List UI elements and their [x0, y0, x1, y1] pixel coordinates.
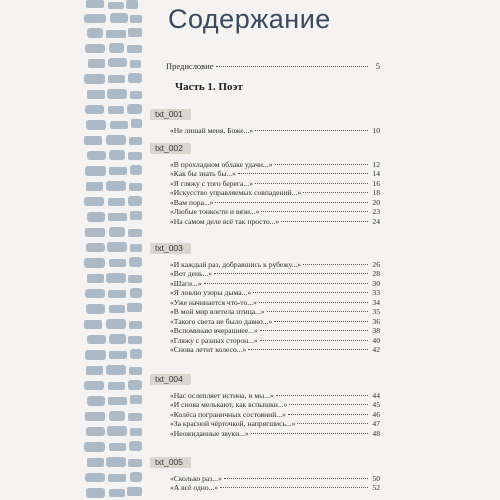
toc-entry-label: «Снова летит колесо...»: [170, 344, 247, 354]
toc-entry-label: «Вам пора...»: [170, 197, 214, 207]
toc-entry[interactable]: [170, 279, 380, 288]
toc-section: [150, 138, 380, 226]
entry-list: [170, 160, 380, 226]
toc-entry-page: 46: [372, 409, 380, 419]
leader-dots: [253, 292, 368, 293]
toc-entry-label: «Я ловлю узоры дыма...»: [170, 288, 252, 298]
leader-dots: [214, 273, 368, 274]
toc-entry[interactable]: [170, 126, 380, 135]
section-tag: txt_005: [150, 457, 191, 468]
toc-entry[interactable]: [170, 400, 380, 409]
leader-dots: [216, 66, 368, 67]
section-tag: txt_001: [150, 109, 191, 120]
toc-section: [150, 452, 380, 493]
part-title: Часть 1. Поэт: [175, 81, 243, 93]
toc-entry-page: 24: [372, 216, 380, 226]
leader-dots: [289, 404, 368, 405]
section-tag: txt_003: [150, 243, 191, 254]
toc-entry-page: 5: [375, 61, 380, 71]
toc-entry[interactable]: [170, 429, 380, 438]
entry-list: [170, 391, 380, 438]
toc-entry[interactable]: [170, 483, 380, 492]
leader-dots: [275, 164, 369, 165]
toc-entry-page: 42: [372, 344, 380, 354]
toc-entry[interactable]: [170, 260, 380, 269]
section-tag: txt_004: [150, 374, 191, 385]
toc-entry-label: «Шаги...»: [170, 278, 202, 288]
toc-entry[interactable]: [170, 307, 380, 316]
toc-entry-label: «Колёса пограничных состояний...»: [170, 409, 286, 419]
toc-entry-label: «На самом деле всё так просто...»: [170, 216, 280, 226]
section-tag: txt_002: [150, 143, 191, 154]
toc-entry[interactable]: [170, 198, 380, 207]
toc-entry[interactable]: [170, 217, 380, 226]
toc-entry-page: 12: [372, 160, 380, 169]
leader-dots: [255, 183, 368, 184]
toc-entry-label: «Неожиданные звуки...»: [170, 428, 249, 438]
toc-entry-page: 47: [372, 419, 380, 429]
leader-dots: [303, 264, 368, 265]
toc-entry[interactable]: [170, 179, 380, 188]
leader-dots: [224, 478, 368, 479]
leader-dots: [276, 395, 368, 396]
toc-entry-page: 20: [372, 197, 380, 207]
toc-section: [150, 104, 380, 135]
toc-entry-label: «Нас ослепляет истина, и мы...»: [170, 391, 274, 400]
leader-dots: [259, 302, 368, 303]
toc-entry-label: «В мой мир влетела птица...»: [170, 307, 265, 317]
toc-entry-page: 50: [372, 474, 380, 483]
leader-dots: [255, 130, 368, 131]
toc-entry-label: «Вспоминаю вчерашнее...»: [170, 326, 258, 336]
leader-dots: [303, 192, 368, 193]
toc-section: [150, 238, 380, 354]
toc-entry-page: 30: [372, 278, 380, 288]
toc-entry[interactable]: [170, 160, 380, 169]
toc-entry-page: 44: [372, 391, 380, 400]
toc-entry[interactable]: [170, 188, 380, 197]
leader-dots: [261, 211, 368, 212]
toc-entry-label: «И снова мелькают, как вспышки...»: [170, 400, 288, 410]
toc-entry-label: «Любые тонкости и вязи...»: [170, 207, 260, 217]
toc-entry-label: «Такого света не было давно...»: [170, 316, 273, 326]
toc-entry[interactable]: [170, 326, 380, 335]
leader-dots: [281, 221, 368, 222]
toc-entry-page: 28: [372, 269, 380, 279]
toc-entry[interactable]: [170, 269, 380, 278]
toc-entry-page: 23: [372, 207, 380, 217]
page-title: Содержание: [168, 4, 331, 34]
leader-dots: [220, 487, 368, 488]
toc-entry-page: 16: [372, 178, 380, 188]
toc-entry-page: 35: [372, 307, 380, 317]
toc-entry[interactable]: [170, 169, 380, 178]
toc-entry-label: «Искусство управляемых совпадений...»: [170, 188, 302, 198]
toc-entry[interactable]: [170, 345, 380, 354]
toc-entry-page: 14: [372, 169, 380, 179]
toc-entry-label: Предисловие: [166, 61, 214, 71]
toc-entry-page: 48: [372, 428, 380, 438]
leader-dots: [215, 202, 368, 203]
leader-dots: [260, 340, 368, 341]
toc-entry-preface[interactable]: [166, 61, 380, 71]
toc-entry-page: 10: [372, 126, 380, 135]
toc-entry-label: «Вот день...»: [170, 269, 213, 279]
leader-dots: [248, 349, 368, 350]
toc-entry[interactable]: [170, 419, 380, 428]
leader-dots: [267, 311, 368, 312]
toc-entry-page: 26: [372, 260, 380, 269]
toc-entry[interactable]: [170, 298, 380, 307]
entry-list: [170, 474, 380, 493]
leader-dots: [204, 283, 369, 284]
toc-entry-page: 40: [372, 335, 380, 345]
leader-dots: [297, 423, 368, 424]
toc-entry-page: 45: [372, 400, 380, 410]
toc-entry-page: 18: [372, 188, 380, 198]
leader-dots: [238, 173, 368, 174]
leader-dots: [260, 330, 368, 331]
toc-entry-label: «В прохладном облаке удачи...»: [170, 160, 273, 169]
toc-entry-label: «Сколько раз...»: [170, 474, 222, 483]
toc-entry-page: 36: [372, 316, 380, 326]
toc-entry-page: 34: [372, 297, 380, 307]
toc-entry-label: «Гляжу с разных сторон...»: [170, 335, 258, 345]
entry-list: [170, 260, 380, 354]
toc-entry[interactable]: [170, 317, 380, 326]
toc-entry[interactable]: [170, 391, 380, 400]
toc-entry[interactable]: [170, 410, 380, 419]
toc-entry[interactable]: [170, 207, 380, 216]
leader-dots: [251, 433, 368, 434]
toc-entry[interactable]: [170, 288, 380, 297]
toc-entry-label: «За красной чёрточкой, напрягшись...»: [170, 419, 296, 429]
leader-dots: [274, 321, 368, 322]
toc-entry-label: «Как бы знать бы...»: [170, 169, 236, 179]
entry-list: [170, 126, 380, 135]
toc-entry-label: «Я гляжу с того берега...»: [170, 178, 253, 188]
toc-entry[interactable]: [170, 474, 380, 483]
toc-entry-page: 33: [372, 288, 380, 298]
brush-stroke-decoration: [84, 0, 144, 500]
toc-entry[interactable]: [170, 336, 380, 345]
toc-entry-page: 38: [372, 326, 380, 336]
leader-dots: [288, 414, 368, 415]
toc-section: [150, 369, 380, 438]
toc-entry-label: «И каждый раз, добравшись к рубежу...»: [170, 260, 302, 269]
toc-entry-label: «Уже начинается что-то...»: [170, 297, 257, 307]
toc-entry-page: 52: [372, 483, 380, 493]
toc-entry-label: «А всё одно...»: [170, 483, 219, 493]
toc-entry-label: «Не лишай меня, Боже...»: [170, 126, 254, 135]
